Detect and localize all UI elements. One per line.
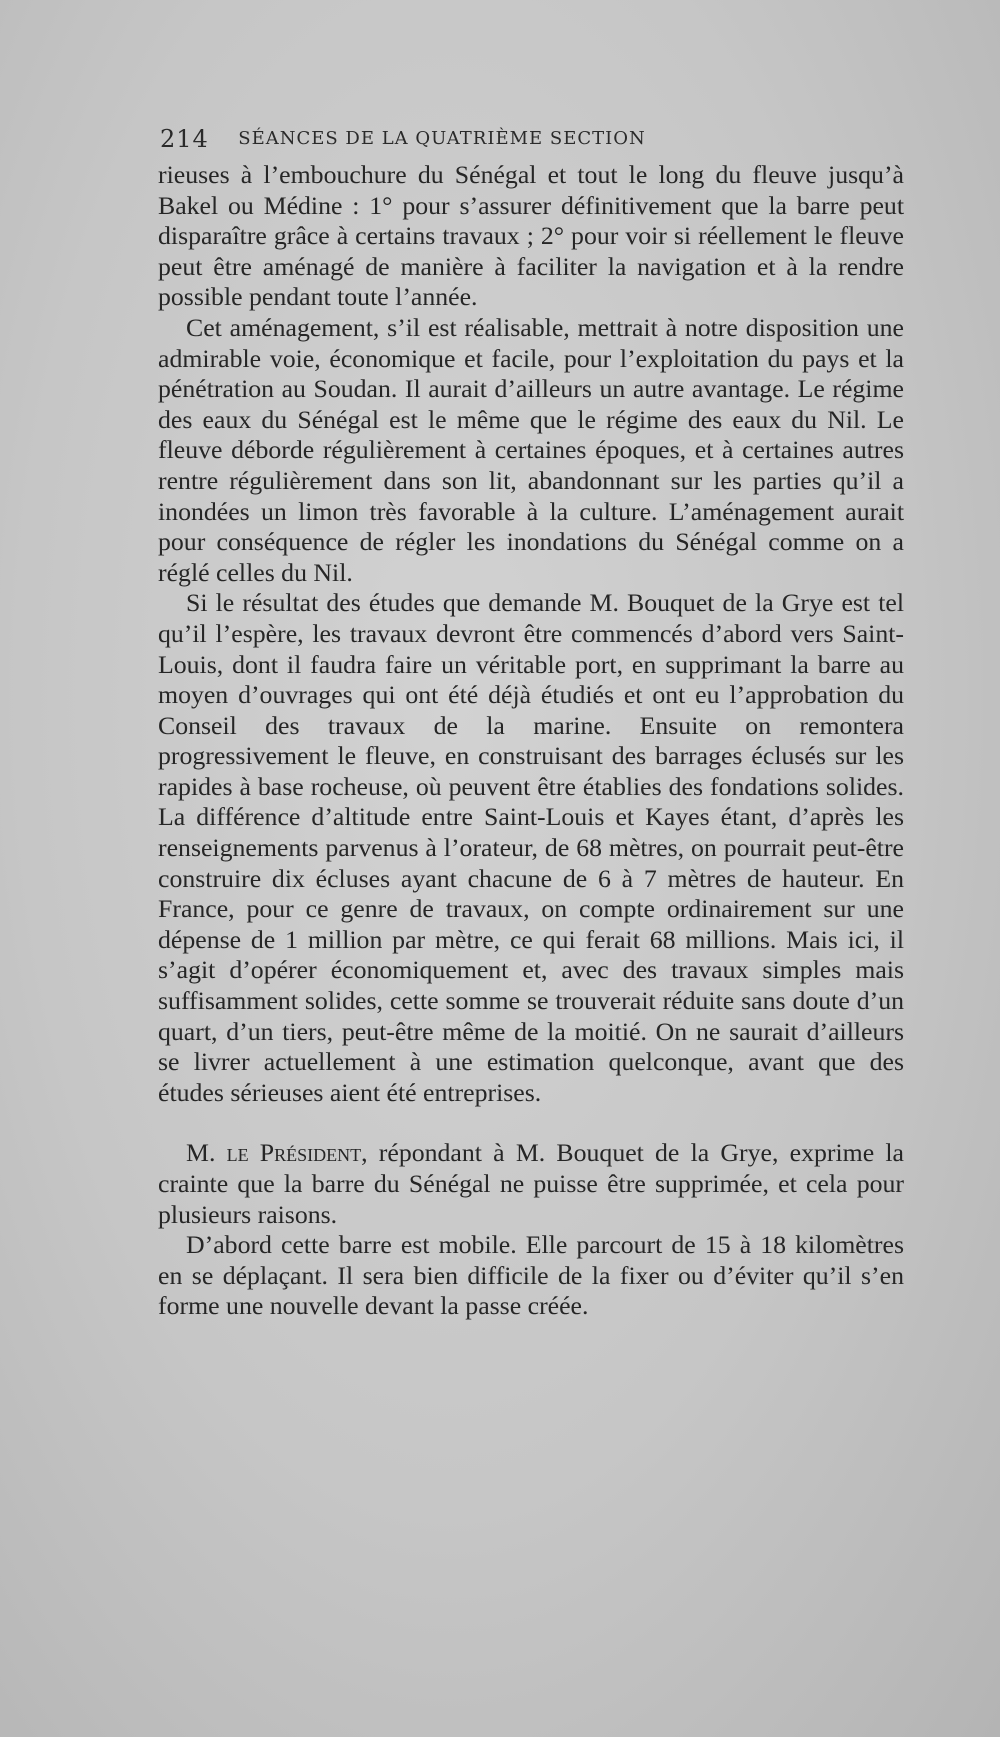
- page-number: 214: [160, 125, 209, 153]
- speaker-name: M. le Président,: [186, 1138, 368, 1168]
- running-title: SÉANCES DE LA QUATRIÈME SECTION: [238, 128, 646, 149]
- paragraph-travaux: Si le résultat des études que demande M. Bouquet de la Grye est tel qu’il l’espère, les travaux devront être commencés d’abord vers Saint-Louis, dont il faudra faire un véritable port, en supprimant la barre au moyen d’ouvrages qui ont été déjà étudiés et ont eu l’approbation du Conseil des travaux de la marine. Ensuite on remontera progressivement le fleuve, en construisant des barrages éclusés sur les rapides à base rocheuse, où peuvent être établies des fondations solides. La différence d’altitude entre Saint-Louis et Kayes étant, d’après les renseignements parvenus à l’orateur, de 68 mètres, on pourrait peut-être construire dix écluses ayant chacune de 6 à 7 mètres de hauteur. En France, pour ce genre de travaux, on compte ordinairement sur une dépense de 1 million par mètre, ce qui ferait 68 millions. Mais ici, il s’agit d’opérer économiquement et, avec des travaux simples mais suffisamment solides, cette somme se trouverait réduite sans doute d’un quart, d’un tiers, peut-être même de la moitié. On ne saurait d’ailleurs se livrer actuellement à une estimation quelconque, avant que des études sérieuses aient été entreprises.: [158, 588, 904, 1107]
- paragraph-president: [158, 1138, 904, 1230]
- paragraph-barre-mobile: D’abord cette barre est mobile. Elle parcourt de 15 à 18 kilomètres en se déplaçant. Il sera bien difficile de la fixer ou d’éviter qu’il s’en forme une nouvelle devant la passe créée.: [158, 1230, 904, 1321]
- paragraph-continuation: rieuses à l’embouchure du Sénégal et tout le long du fleuve jusqu’à Bakel ou Médine : 1° pour s’assurer définitivement que la barre peut disparaître grâce à certains travaux ; 2° pour voir si réellement le fleuve peut être aménagé de manière à faciliter la navigation et à la rendre possible pendant toute l’année.: [158, 160, 904, 312]
- speaker-text: répondant à M. Bouquet de la Grye, exprime la crainte que la barre du Sénégal ne puisse être supprimée, et cela pour plusieurs raisons.: [158, 1138, 904, 1229]
- paragraph-amenagement: Cet aménagement, s’il est réalisable, mettrait à notre disposition une admirable voie, économique et facile, pour l’exploitation du pays et la pénétration au Soudan. Il aurait d’ailleurs un autre avantage. Le régime des eaux du Sénégal est le même que le régime des eaux du Nil. Le fleuve déborde régulièrement à certaines époques, et à certaines autres rentre régulièrement dans son lit, abandonnant sur les parties qu’il a inondées un limon très favorable à la culture. L’aménagement aurait pour conséquence de régler les inondations du Sénégal comme on a réglé celles du Nil.: [158, 312, 904, 587]
- page-header: [160, 125, 724, 153]
- body-text: [158, 160, 904, 1322]
